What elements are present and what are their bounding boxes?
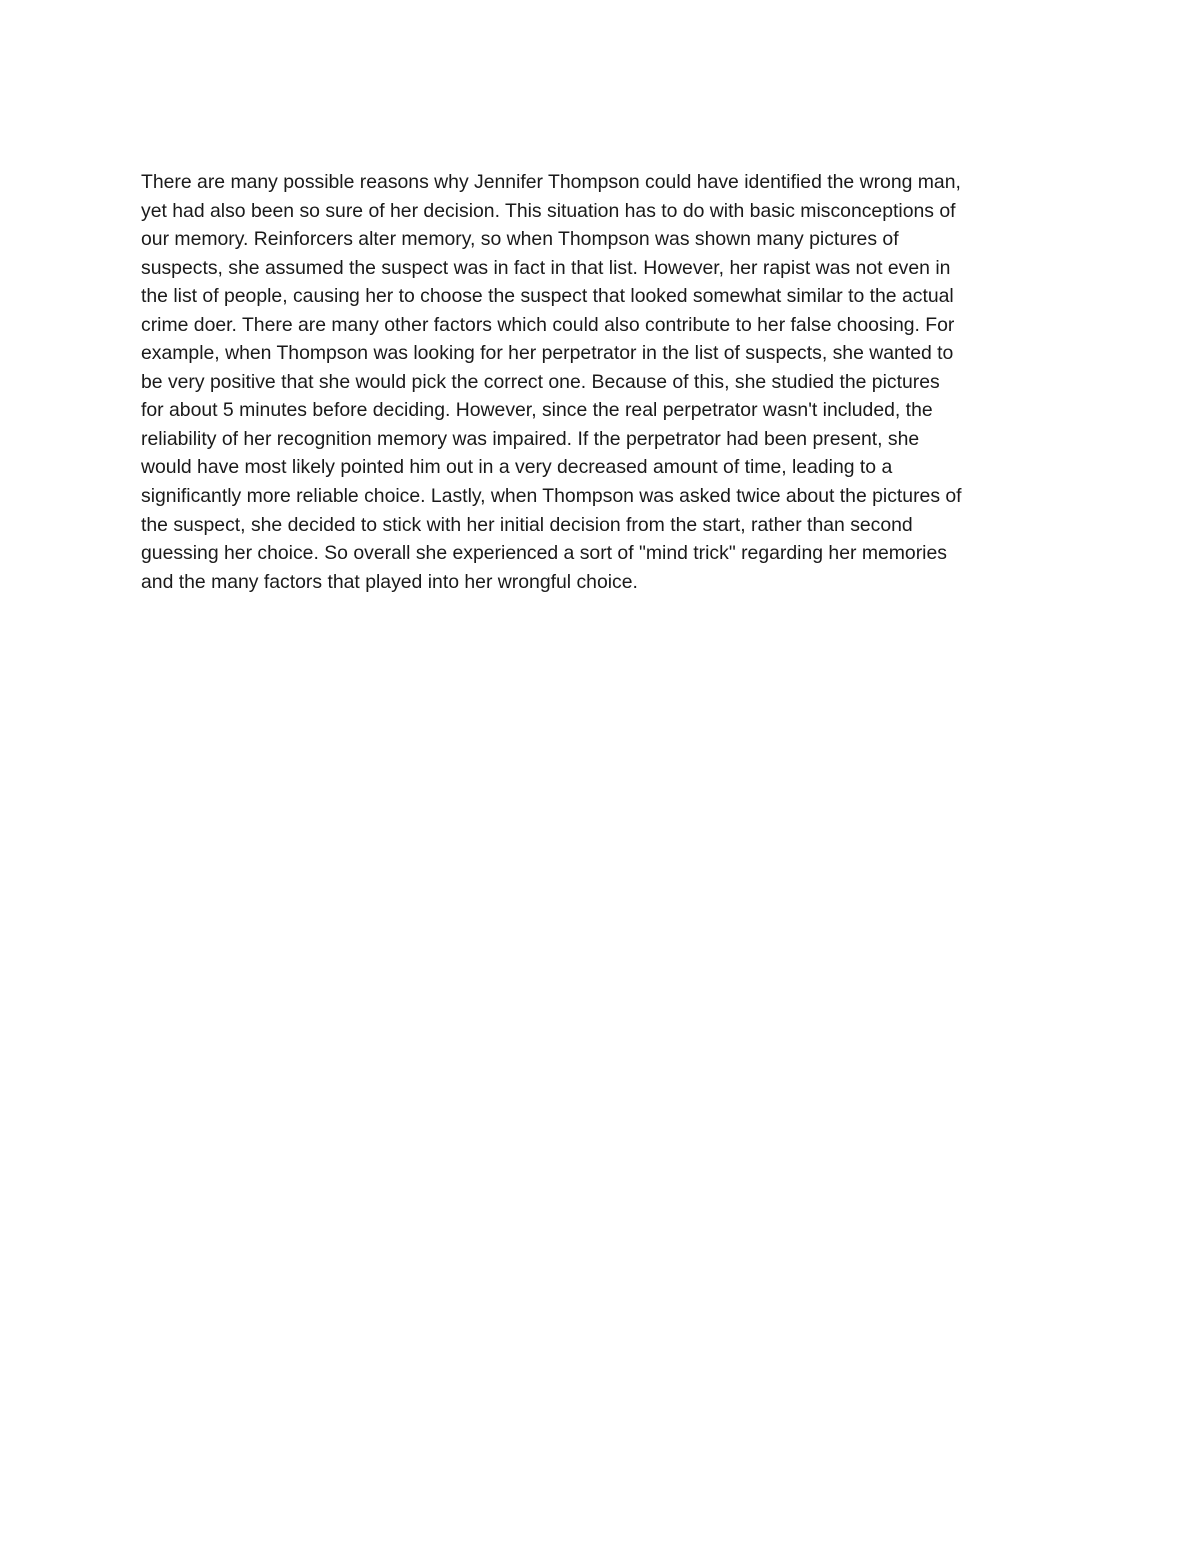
paragraph-line: be very positive that she would pick the correct one. Because of this, she studied the pictures [141,370,940,393]
paragraph-line: and the many factors that played into her wrongful choice. [141,570,638,593]
paragraph-line: significantly more reliable choice. Lastly, when Thompson was asked twice about the pictures of [141,485,962,508]
paragraph-line: crime doer. There are many other factors which could also contribute to her false choosing. For [141,313,955,336]
paragraph-line: suspects, she assumed the suspect was in fact in that list. However, her rapist was not even in [141,256,951,279]
paragraph-line: our memory. Reinforcers alter memory, so when Thompson was shown many pictures of [141,228,899,251]
paragraph-line: reliability of her recognition memory was impaired. If the perpetrator had been present, she [141,427,920,450]
paragraph-line: guessing her choice. So overall she experienced a sort of "mind trick" regarding her memories [141,542,947,565]
paragraph-line: for about 5 minutes before deciding. However, since the real perpetrator wasn't included, the [141,399,933,422]
paragraph-line: would have most likely pointed him out in a very decreased amount of time, leading to a [141,456,893,479]
paragraph-line: the list of people, causing her to choose the suspect that looked somewhat similar to the actual [141,285,954,308]
paragraph-line: There are many possible reasons why Jennifer Thompson could have identified the wrong man, [141,171,961,193]
paragraph-line: yet had also been so sure of her decision. This situation has to do with basic misconceptions of [141,199,956,222]
paragraph-line: the suspect, she decided to stick with her initial decision from the start, rather than second [141,513,913,536]
essay-paragraph [141,168,1071,596]
paragraph-line: example, when Thompson was looking for her perpetrator in the list of suspects, she wanted to [141,342,954,365]
